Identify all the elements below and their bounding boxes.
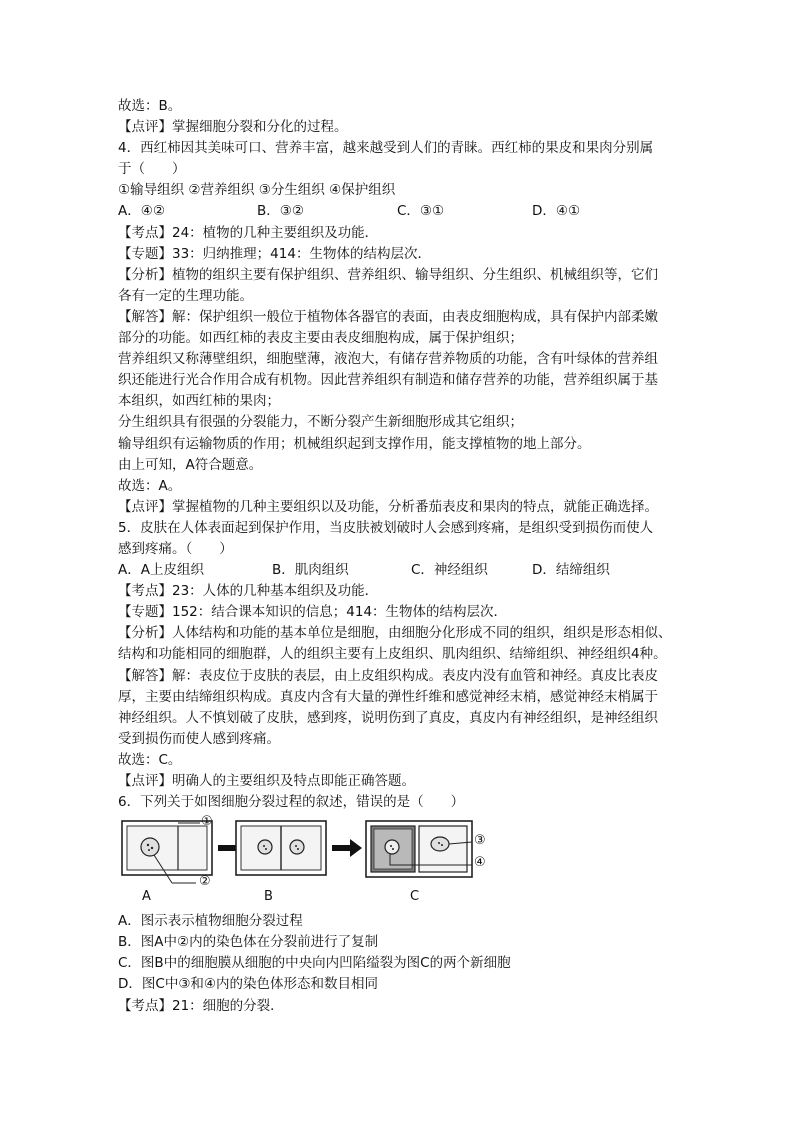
label-2: ② [199,874,211,890]
cell-division-figure [118,814,684,909]
text-block-top [118,96,684,201]
option-c: C．神经组织 [411,562,488,579]
document-page [118,96,684,1017]
question-4-stem-cont: 于（ ） [118,161,186,178]
text-line: 本组织，如西红柿的果肉； [118,393,280,410]
cell-b [236,821,326,875]
question-5-analysis [118,581,684,813]
label-4: ④ [474,855,486,871]
option-a: A．A上皮组织 [118,562,204,579]
question-5-stem-cont: 感到疼痛。（ ） [118,540,233,557]
text-line: 【点评】掌握植物的几种主要组织以及功能，分析番茄表皮和果肉的特点，就能正确选择。 [118,498,658,515]
option-b: B．肌肉组织 [272,562,349,579]
text-line: 【考点】23：人体的几种基本组织及功能． [118,583,379,600]
label-b: B [264,889,273,905]
text-line: 分生组织具有很强的分裂能力，不断分裂产生新细胞形成其它组织； [118,414,523,431]
label-1: ① [201,814,213,830]
text-line: 故选：B。 [118,98,182,114]
label-3: ③ [474,833,486,849]
text-line: 【分析】人体结构和功能的基本单位是细胞，由细胞分化形成不同的组织，组织是形态相似、 [118,625,672,642]
text-line: 受到损伤而使人感到疼痛。 [118,730,280,747]
option-b: B．③② [257,203,304,220]
option-a: A．④② [118,203,165,220]
option-d: D．图C中③和④内的染色体形态和数目相同 [118,976,379,993]
option-b: B．图A中②内的染色体在分裂前进行了复制 [118,934,379,951]
text-line: 部分的功能。如西红柿的表皮主要由表皮细胞构成，属于保护组织； [118,330,523,347]
text-line: 【考点】24：植物的几种主要组织及功能． [118,224,379,241]
question-6-options [118,911,684,1016]
label-a: A [142,889,151,905]
option-d: D．④① [532,203,581,220]
question-6-stem: 6．下列关于如图细胞分裂过程的叙述，错误的是（ ） [118,794,465,811]
text-line: 【点评】掌握细胞分裂和分化的过程。 [118,119,348,136]
text-line: 【解答】解：保护组织一般位于植物体各器官的表面，由表皮细胞构成，具有保护内部柔嫩 [118,308,658,325]
text-line: 【考点】21：细胞的分裂． [118,997,284,1014]
text-line: 织还能进行光合作用合成有机物。因此营养组织有制造和储存营养的功能，营养组织属于基 [118,372,658,389]
arrow-icon [332,839,362,857]
cell-division-diagram [118,817,498,909]
text-line: 由上可知，A符合题意。 [118,456,263,473]
option-c: C．③① [397,203,445,220]
question-5-stem: 5．皮肤在人体表面起到保护作用，当皮肤被划破时人会感到疼痛，是组织受到损伤而使人 [118,519,654,536]
text-line: 结构和功能相同的细胞群，人的组织主要有上皮组织、肌肉组织、结缔组织、神经组织4种。 [118,646,667,663]
question-5-options [118,560,684,581]
label-c: C [410,889,420,905]
question-4-analysis [118,223,684,561]
text-line: 神经组织。人不慎划破了皮肤，感到疼，说明伤到了真皮，真皮内有神经组织，是神经组织 [118,709,658,726]
question-4-stem: 4．西红柿因其美味可口、营养丰富，越来越受到人们的青睐。西红柿的果皮和果肉分别属 [118,140,654,157]
text-line: 营养组织又称薄壁组织，细胞壁薄，液泡大，有储存营养物质的功能，含有叶绿体的营养组 [118,351,658,368]
option-c: C．图B中的细胞膜从细胞的中央向内凹陷缢裂为图C的两个新细胞 [118,955,511,972]
text-line: 输导组织有运输物质的作用；机械组织起到支撑作用，能支撑植物的地上部分。 [118,435,591,452]
text-line: 厚，主要由结缔组织构成。真皮内含有大量的弹性纤维和感觉神经末梢，感觉神经末梢属于 [118,688,658,705]
text-line: 【分析】植物的组织主要有保护组织、营养组织、输导组织、分生组织、机械组织等，它们 [118,266,658,283]
text-line: 【专题】33：归纳推理；414：生物体的结构层次． [118,245,431,262]
option-d: D．结缔组织 [532,562,610,579]
text-line: 【解答】解：表皮位于皮肤的表层，由上皮组织构成。表皮内没有血管和神经。真皮比表皮 [118,667,658,684]
text-line: 各有一定的生理功能。 [118,287,253,304]
text-line: 故选：A。 [118,477,182,494]
cell-c [366,821,472,877]
text-line: 故选：C。 [118,751,182,768]
text-line: 【专题】152：结合课本知识的信息；414：生物体的结构层次． [118,604,508,621]
question-4-options [118,201,684,222]
question-4-choices: ①输导组织 ②营养组织 ③分生组织 ④保护组织 [118,182,396,199]
option-a: A．图示表示植物细胞分裂过程 [118,913,303,930]
text-line: 【点评】明确人的主要组织及特点即能正确答题。 [118,773,415,789]
